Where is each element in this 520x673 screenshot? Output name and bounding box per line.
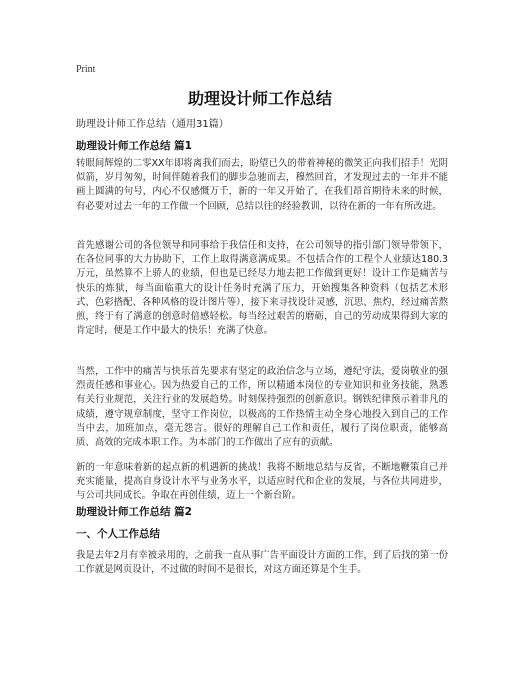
- document-subtitle: 助理设计师工作总结（通用31篇）: [76, 119, 229, 130]
- section-1-paragraph-4: 新的一年意味着新的起点新的机遇新的挑战！我将不断地总结与反省，不断地鞭策自己并充实能量，提高自身设计水平与业务水平，以适应时代和企业的发展，与各位共同进步，与公司共同成长。争取在再创佳绩，迈上一个新台阶。: [76, 462, 448, 502]
- section-heading-1: 助理设计师工作总结 篇1: [76, 140, 192, 152]
- section-1-paragraph-2: 首先感谢公司的各位领导和同事给于我信任和支持，在公司领导的指引部门领导带领下，在各位同事的大力协助下，工作上取得满意满成果。不包括合作的工程个人业绩达180.3万元，虽然算不上骄人的业绩，但也是已经尽力地去把工作做到更好！设计工作是痛苦与快乐的炼狱，每当面临重大的设计任务时充满了压力，开始搜集各种资料（包括艺术形式、色彩搭配、各种风格的设计图片等），接下来寻找设计灵感，沉思、焦灼，经过痛苦熬煎，终于有了满意的创意时倍感轻松。每当经过艰苦的磨砺，自己的劳动成果得到大家的肯定时，便是工作中最大的快乐！充满了快意。: [76, 240, 448, 337]
- print-link[interactable]: Print: [76, 64, 96, 75]
- section-heading-2: 助理设计师工作总结 篇2: [76, 506, 192, 518]
- section-1-paragraph-1: 转眼间辉煌的二零XX年即将离我们而去，盼望已久的带着神秘的微笑正向我们招手！光阴似箭，岁月匆匆，时间伴随着我们的脚步急驰而去，穆然回首，才发现过去的一年并不能画上圆满的句号，内心不仅感慨万千，新的一年又开始了，在我们昂首期待未来的时候，有必要对过去一年的工作做一个回顾，总结以往的经验教训，以待在新的一年有所改进。: [76, 158, 448, 212]
- section-2-paragraph-1: 我是去年2月有幸被录用的，之前我一直从事广告平面设计方面的工作，到了后找的第一份工作就是网页设计，不过做的时间不是很长，对这方面还算是个生手。: [76, 550, 448, 576]
- section-2-subheading: 一、个人工作总结: [76, 528, 160, 540]
- section-1-paragraph-3: 当然，工作中的痛苦与快乐首先要求有坚定的政治信念与立场，遵纪守法，爱岗敬业的强烈责任感和事业心。因为热爱自己的工作，所以精通本岗位的专业知识和业务技能，熟悉有关行业规范，关注行业的发展趋势。时刻保持强烈的创新意识。钢铁纪律预示着非凡的成绩，遵守规章制度，坚守工作岗位，以极高的工作热情主动全身心地投入到自己的工作当中去，加班加点，毫无怨言。很好的理解自己工作和责任，履行了岗位职责，能够高质、高效的完成本职工作。为本部门的工作做出了应有的贡献。: [76, 366, 448, 449]
- page-title: 助理设计师工作总结: [187, 89, 332, 108]
